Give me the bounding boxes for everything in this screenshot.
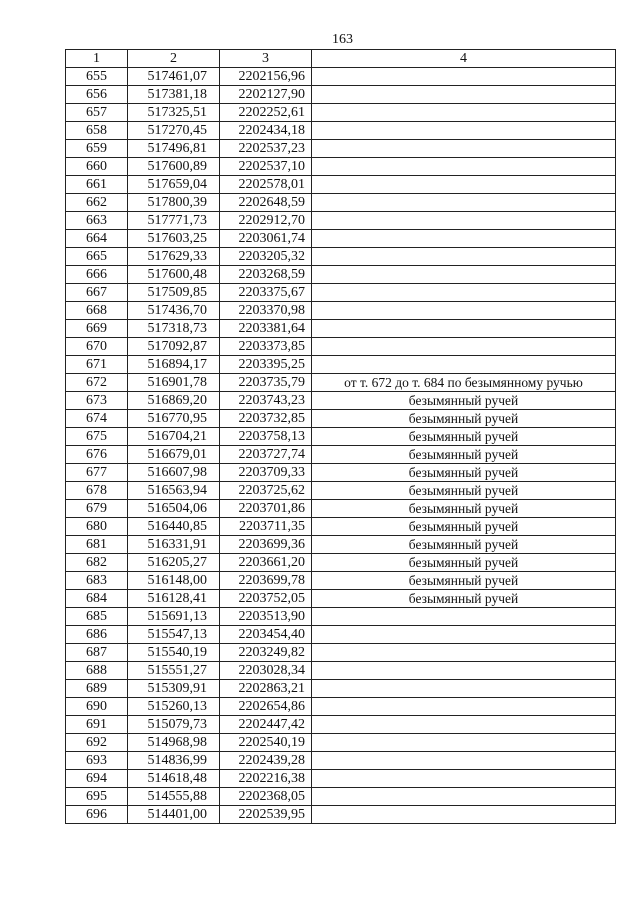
table-row: [66, 266, 616, 284]
point-number-cell: 656: [66, 86, 128, 104]
description-cell: [312, 302, 616, 320]
point-number-cell: 691: [66, 716, 128, 734]
description-cell: [312, 212, 616, 230]
y-coordinate-cell: 2203732,85: [220, 410, 312, 428]
table-row: [66, 464, 616, 482]
y-coordinate-cell: 2202447,42: [220, 716, 312, 734]
description-cell: [312, 230, 616, 248]
table-body: [66, 68, 616, 824]
table-row: [66, 662, 616, 680]
y-coordinate-cell: 2202540,19: [220, 734, 312, 752]
y-coordinate-cell: 2202252,61: [220, 104, 312, 122]
x-coordinate-cell: 515309,91: [128, 680, 220, 698]
table-row: [66, 86, 616, 104]
x-coordinate-cell: 516563,94: [128, 482, 220, 500]
x-coordinate-cell: 516331,91: [128, 536, 220, 554]
point-number-cell: 683: [66, 572, 128, 590]
point-number-cell: 661: [66, 176, 128, 194]
y-coordinate-cell: 2202912,70: [220, 212, 312, 230]
column-header-3: 3: [220, 50, 312, 68]
table-row: [66, 770, 616, 788]
x-coordinate-cell: 517436,70: [128, 302, 220, 320]
table-row: [66, 356, 616, 374]
y-coordinate-cell: 2203661,20: [220, 554, 312, 572]
table-row: [66, 428, 616, 446]
point-number-cell: 659: [66, 140, 128, 158]
table-row: [66, 788, 616, 806]
x-coordinate-cell: 515551,27: [128, 662, 220, 680]
description-cell: [312, 158, 616, 176]
point-number-cell: 672: [66, 374, 128, 392]
point-number-cell: 680: [66, 518, 128, 536]
point-number-cell: 687: [66, 644, 128, 662]
y-coordinate-cell: 2203373,85: [220, 338, 312, 356]
table-row: [66, 608, 616, 626]
y-coordinate-cell: 2203727,74: [220, 446, 312, 464]
column-header-1: 1: [66, 50, 128, 68]
y-coordinate-cell: 2203725,62: [220, 482, 312, 500]
table-row: [66, 680, 616, 698]
point-number-cell: 690: [66, 698, 128, 716]
x-coordinate-cell: 516770,95: [128, 410, 220, 428]
table-row: [66, 104, 616, 122]
table-row: [66, 536, 616, 554]
x-coordinate-cell: 516901,78: [128, 374, 220, 392]
description-cell: от т. 672 до т. 684 по безымянному ручью: [312, 374, 616, 392]
column-header-4: 4: [312, 50, 616, 68]
description-cell: [312, 140, 616, 158]
table-row: [66, 158, 616, 176]
description-cell: [312, 662, 616, 680]
description-cell: безымянный ручей: [312, 392, 616, 410]
point-number-cell: 682: [66, 554, 128, 572]
table-row: [66, 500, 616, 518]
table-row: [66, 446, 616, 464]
point-number-cell: 670: [66, 338, 128, 356]
x-coordinate-cell: 517318,73: [128, 320, 220, 338]
description-cell: [312, 680, 616, 698]
description-cell: безымянный ручей: [312, 410, 616, 428]
table-row: [66, 320, 616, 338]
point-number-cell: 677: [66, 464, 128, 482]
y-coordinate-cell: 2203454,40: [220, 626, 312, 644]
description-cell: [312, 86, 616, 104]
description-cell: [312, 266, 616, 284]
x-coordinate-cell: 516148,00: [128, 572, 220, 590]
x-coordinate-cell: 516205,27: [128, 554, 220, 572]
description-cell: [312, 734, 616, 752]
table-row: [66, 752, 616, 770]
description-cell: безымянный ручей: [312, 446, 616, 464]
y-coordinate-cell: 2203758,13: [220, 428, 312, 446]
x-coordinate-cell: 515260,13: [128, 698, 220, 716]
description-cell: [312, 788, 616, 806]
description-cell: безымянный ручей: [312, 500, 616, 518]
x-coordinate-cell: 517509,85: [128, 284, 220, 302]
y-coordinate-cell: 2203735,79: [220, 374, 312, 392]
x-coordinate-cell: 514836,99: [128, 752, 220, 770]
x-coordinate-cell: 515079,73: [128, 716, 220, 734]
description-cell: [312, 770, 616, 788]
y-coordinate-cell: 2202863,21: [220, 680, 312, 698]
y-coordinate-cell: 2203699,78: [220, 572, 312, 590]
table-row: [66, 122, 616, 140]
x-coordinate-cell: 517771,73: [128, 212, 220, 230]
y-coordinate-cell: 2203381,64: [220, 320, 312, 338]
table-row: [66, 518, 616, 536]
table-row: [66, 626, 616, 644]
y-coordinate-cell: 2203709,33: [220, 464, 312, 482]
x-coordinate-cell: 517600,89: [128, 158, 220, 176]
y-coordinate-cell: 2203752,05: [220, 590, 312, 608]
x-coordinate-cell: 517603,25: [128, 230, 220, 248]
description-cell: [312, 104, 616, 122]
description-cell: безымянный ручей: [312, 464, 616, 482]
table-row: [66, 410, 616, 428]
description-cell: [312, 122, 616, 140]
page-number: 163: [332, 32, 353, 47]
table-header: [66, 50, 616, 68]
y-coordinate-cell: 2203513,90: [220, 608, 312, 626]
point-number-cell: 665: [66, 248, 128, 266]
point-number-cell: 693: [66, 752, 128, 770]
point-number-cell: 676: [66, 446, 128, 464]
x-coordinate-cell: 516894,17: [128, 356, 220, 374]
y-coordinate-cell: 2203701,86: [220, 500, 312, 518]
table-row: [66, 284, 616, 302]
table-row: [66, 302, 616, 320]
y-coordinate-cell: 2203249,82: [220, 644, 312, 662]
description-cell: [312, 698, 616, 716]
description-cell: [312, 248, 616, 266]
table-row: [66, 176, 616, 194]
y-coordinate-cell: 2202156,96: [220, 68, 312, 86]
x-coordinate-cell: 515691,13: [128, 608, 220, 626]
y-coordinate-cell: 2202539,95: [220, 806, 312, 824]
y-coordinate-cell: 2202648,59: [220, 194, 312, 212]
x-coordinate-cell: 516504,06: [128, 500, 220, 518]
x-coordinate-cell: 514555,88: [128, 788, 220, 806]
description-cell: [312, 806, 616, 824]
point-number-cell: 662: [66, 194, 128, 212]
description-cell: [312, 194, 616, 212]
description-cell: безымянный ручей: [312, 428, 616, 446]
point-number-cell: 663: [66, 212, 128, 230]
y-coordinate-cell: 2202537,23: [220, 140, 312, 158]
description-cell: безымянный ручей: [312, 536, 616, 554]
point-number-cell: 667: [66, 284, 128, 302]
x-coordinate-cell: 517659,04: [128, 176, 220, 194]
point-number-cell: 685: [66, 608, 128, 626]
table-row: [66, 374, 616, 392]
y-coordinate-cell: 2202439,28: [220, 752, 312, 770]
description-cell: [312, 356, 616, 374]
table-row: [66, 716, 616, 734]
description-cell: [312, 644, 616, 662]
point-number-cell: 688: [66, 662, 128, 680]
y-coordinate-cell: 2202434,18: [220, 122, 312, 140]
description-cell: [312, 716, 616, 734]
point-number-cell: 666: [66, 266, 128, 284]
x-coordinate-cell: 517270,45: [128, 122, 220, 140]
description-cell: [312, 752, 616, 770]
table-row: [66, 698, 616, 716]
table-row: [66, 392, 616, 410]
x-coordinate-cell: 517461,07: [128, 68, 220, 86]
y-coordinate-cell: 2202578,01: [220, 176, 312, 194]
point-number-cell: 671: [66, 356, 128, 374]
description-cell: безымянный ручей: [312, 554, 616, 572]
x-coordinate-cell: 514968,98: [128, 734, 220, 752]
y-coordinate-cell: 2203375,67: [220, 284, 312, 302]
description-cell: [312, 68, 616, 86]
y-coordinate-cell: 2202216,38: [220, 770, 312, 788]
y-coordinate-cell: 2203268,59: [220, 266, 312, 284]
description-cell: безымянный ручей: [312, 482, 616, 500]
y-coordinate-cell: 2203395,25: [220, 356, 312, 374]
point-number-cell: 673: [66, 392, 128, 410]
x-coordinate-cell: 515540,19: [128, 644, 220, 662]
description-cell: [312, 176, 616, 194]
y-coordinate-cell: 2202537,10: [220, 158, 312, 176]
x-coordinate-cell: 515547,13: [128, 626, 220, 644]
x-coordinate-cell: 516440,85: [128, 518, 220, 536]
table-header-row: [66, 50, 616, 68]
point-number-cell: 655: [66, 68, 128, 86]
y-coordinate-cell: 2203061,74: [220, 230, 312, 248]
description-cell: безымянный ручей: [312, 572, 616, 590]
x-coordinate-cell: 516869,20: [128, 392, 220, 410]
x-coordinate-cell: 517496,81: [128, 140, 220, 158]
x-coordinate-cell: 517325,51: [128, 104, 220, 122]
x-coordinate-cell: 516128,41: [128, 590, 220, 608]
point-number-cell: 674: [66, 410, 128, 428]
point-number-cell: 686: [66, 626, 128, 644]
table-row: [66, 734, 616, 752]
table-row: [66, 230, 616, 248]
y-coordinate-cell: 2203205,32: [220, 248, 312, 266]
point-number-cell: 692: [66, 734, 128, 752]
point-number-cell: 679: [66, 500, 128, 518]
y-coordinate-cell: 2202368,05: [220, 788, 312, 806]
point-number-cell: 689: [66, 680, 128, 698]
x-coordinate-cell: 516704,21: [128, 428, 220, 446]
y-coordinate-cell: 2202654,86: [220, 698, 312, 716]
description-cell: [312, 338, 616, 356]
table-row: [66, 554, 616, 572]
column-header-2: 2: [128, 50, 220, 68]
description-cell: безымянный ручей: [312, 518, 616, 536]
point-number-cell: 668: [66, 302, 128, 320]
point-number-cell: 664: [66, 230, 128, 248]
point-number-cell: 675: [66, 428, 128, 446]
table-row: [66, 806, 616, 824]
point-number-cell: 660: [66, 158, 128, 176]
point-number-cell: 696: [66, 806, 128, 824]
description-cell: [312, 284, 616, 302]
y-coordinate-cell: 2202127,90: [220, 86, 312, 104]
description-cell: безымянный ручей: [312, 590, 616, 608]
y-coordinate-cell: 2203711,35: [220, 518, 312, 536]
table-row: [66, 338, 616, 356]
point-number-cell: 694: [66, 770, 128, 788]
table-row: [66, 212, 616, 230]
point-number-cell: 681: [66, 536, 128, 554]
y-coordinate-cell: 2203699,36: [220, 536, 312, 554]
table-row: [66, 482, 616, 500]
table-row: [66, 590, 616, 608]
x-coordinate-cell: 514618,48: [128, 770, 220, 788]
x-coordinate-cell: 517600,48: [128, 266, 220, 284]
description-cell: [312, 320, 616, 338]
table-row: [66, 68, 616, 86]
table-row: [66, 194, 616, 212]
point-number-cell: 657: [66, 104, 128, 122]
y-coordinate-cell: 2203370,98: [220, 302, 312, 320]
x-coordinate-cell: 514401,00: [128, 806, 220, 824]
y-coordinate-cell: 2203028,34: [220, 662, 312, 680]
description-cell: [312, 608, 616, 626]
point-number-cell: 678: [66, 482, 128, 500]
point-number-cell: 669: [66, 320, 128, 338]
x-coordinate-cell: 517381,18: [128, 86, 220, 104]
x-coordinate-cell: 517629,33: [128, 248, 220, 266]
point-number-cell: 695: [66, 788, 128, 806]
coordinates-table: [65, 49, 616, 824]
x-coordinate-cell: 517092,87: [128, 338, 220, 356]
table-row: [66, 248, 616, 266]
table-row: [66, 140, 616, 158]
x-coordinate-cell: 517800,39: [128, 194, 220, 212]
description-cell: [312, 626, 616, 644]
x-coordinate-cell: 516607,98: [128, 464, 220, 482]
table-row: [66, 572, 616, 590]
point-number-cell: 684: [66, 590, 128, 608]
point-number-cell: 658: [66, 122, 128, 140]
x-coordinate-cell: 516679,01: [128, 446, 220, 464]
y-coordinate-cell: 2203743,23: [220, 392, 312, 410]
table-row: [66, 644, 616, 662]
